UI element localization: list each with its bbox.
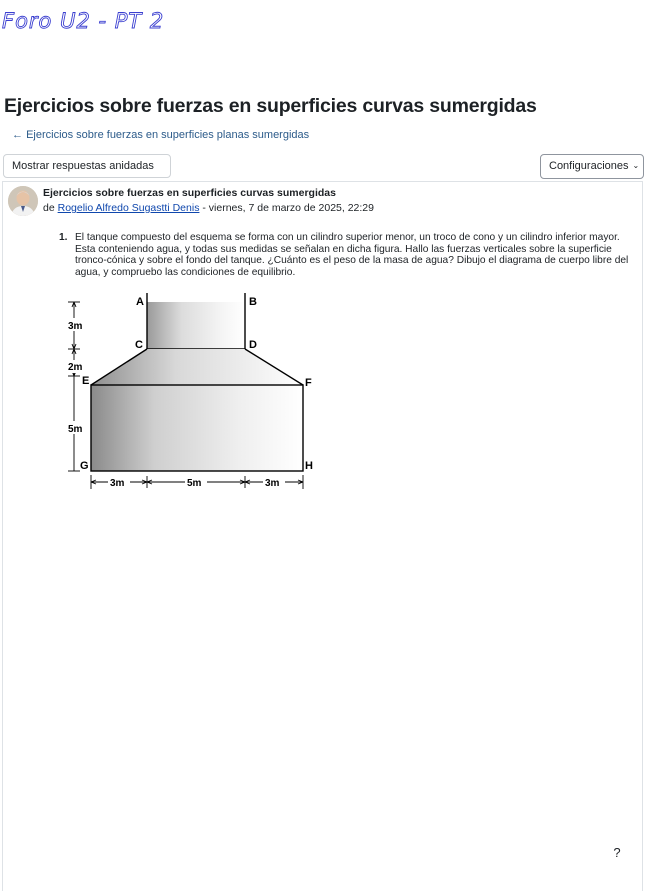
by-prefix: de [43, 202, 55, 214]
point-d-label: D [249, 339, 257, 351]
settings-dropdown-button[interactable] [540, 154, 644, 179]
display-mode-value: Mostrar respuestas anidadas [12, 160, 154, 172]
chevron-down-icon: ⌄ [632, 161, 640, 170]
post-date: - viernes, 7 de marzo de 2025, 22:29 [202, 202, 374, 214]
author-avatar[interactable] [8, 186, 38, 216]
point-b-label: B [249, 296, 257, 308]
previous-discussion-link[interactable] [12, 129, 309, 141]
point-c-label: C [135, 339, 143, 351]
dim-top-height: 3m [68, 321, 83, 332]
dim-bottom-height: 5m [68, 424, 83, 435]
point-f-label: F [305, 377, 312, 389]
previous-discussion-label: Ejercicios sobre fuerzas en superficies planas sumergidas [26, 129, 310, 141]
post-subject: Ejercicios sobre fuerzas en superficies curvas sumergidas [43, 187, 336, 199]
help-button[interactable] [607, 843, 627, 863]
lower-cylinder [91, 385, 303, 471]
point-e-label: E [82, 375, 90, 387]
frustum [91, 349, 303, 385]
dim-center-width: 5m [187, 478, 202, 489]
author-link[interactable]: Rogelio Alfredo Sugastti Denis [57, 202, 200, 214]
display-mode-select[interactable] [3, 154, 171, 178]
dim-middle-height: 2m [68, 362, 83, 373]
point-g-label: G [80, 460, 89, 472]
question-text: El tanque compuesto del esquema se forma con un cilindro superior menor, un troco de cono y un cilindro inferior mayor. Esta conteniendo agua, y todas sus medidas se señalan en dicha figura. Hallo las fuerzas verticales sobre la superficie tronco-cónica y sobre el fondo del tanque. ¿Cuánto es el peso de la masa de agua? Dibujo el diagrama de cuerpo libre del agua, y compruebo las condiciones de equilibrio. [75, 232, 629, 278]
help-icon: ? [613, 845, 621, 860]
upper-cylinder [147, 302, 245, 349]
avatar-image [8, 186, 38, 216]
post-byline [43, 202, 374, 214]
point-h-label: H [305, 460, 313, 472]
handwritten-note: Foro U2 - PT 2 [2, 9, 165, 33]
arrow-left-icon: ← [12, 129, 23, 141]
page-title: Ejercicios sobre fuerzas en superficies curvas sumergidas [4, 95, 537, 117]
tank-diagram [60, 288, 325, 496]
settings-label: Configuraciones [549, 160, 629, 172]
question-number: 1. [59, 232, 68, 243]
point-a-label: A [136, 296, 144, 308]
dim-left-width: 3m [110, 478, 125, 489]
dim-right-width: 3m [265, 478, 280, 489]
handwritten-annotation [0, 0, 170, 40]
